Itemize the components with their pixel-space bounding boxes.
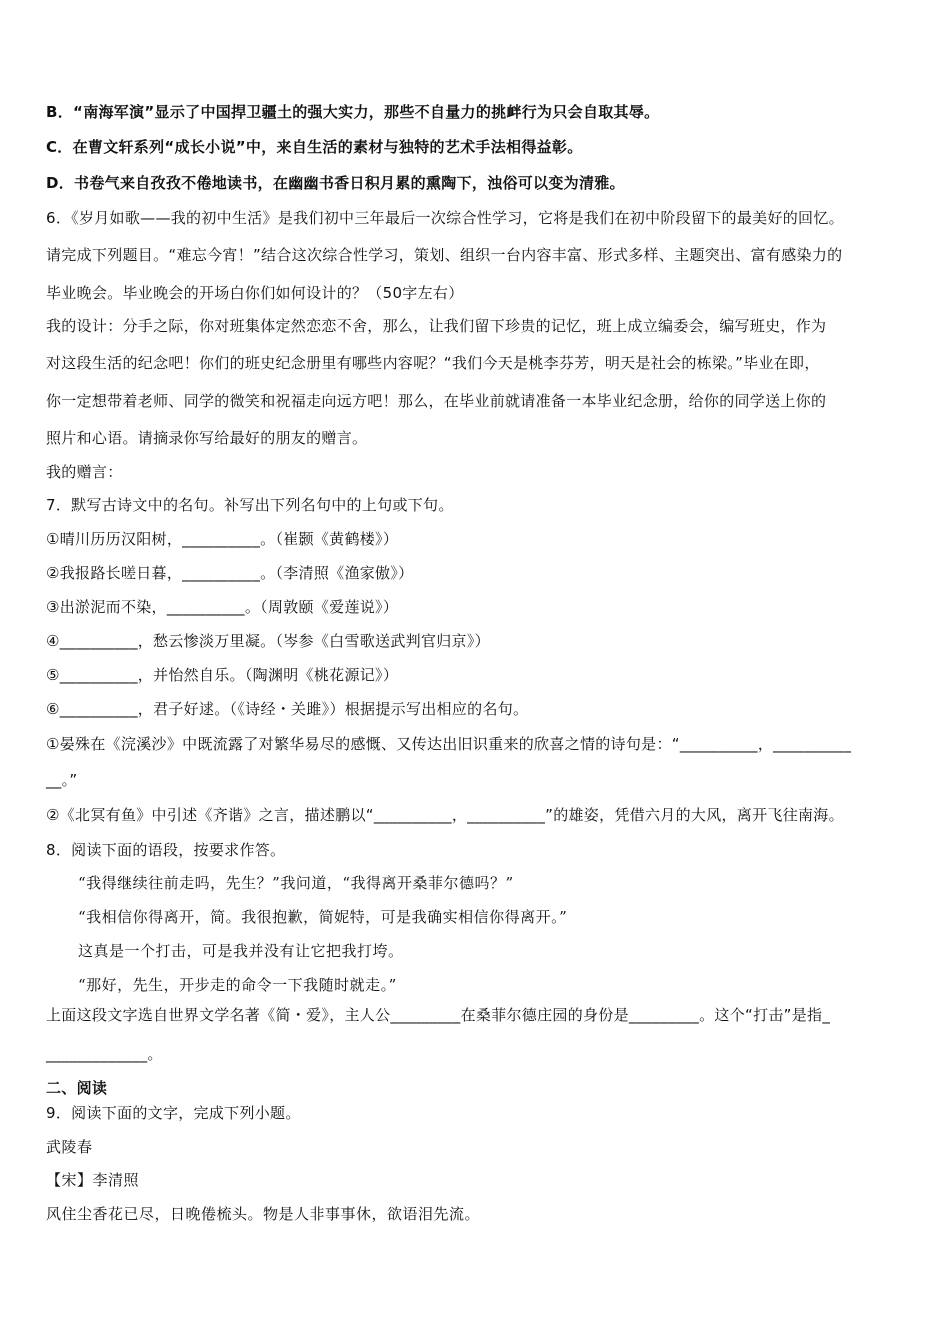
q7-item-6: ⑥__________，君子好逑。（《诗经・关雎》）根据提示写出相应的名句。 <box>46 700 529 718</box>
poem-author: 【宋】李清照 <box>46 1171 140 1189</box>
q7-item-4: ④__________，愁云惨淡万里凝。（岑参《白雪歌送武判官归京》） <box>46 632 490 650</box>
q6-line1: 6．《岁月如歌——我的初中生活》是我们初中三年最后一次综合性学习，它将是我们在初中阶段留下的最美好的回忆。 <box>46 209 844 227</box>
q7-item-7: ①晏殊在《浣溪沙》中既流露了对繁华易尽的感慨、又传达出旧识重来的欣喜之情的诗句是：“__________，__________ <box>46 735 852 753</box>
q7-item-5: ⑤__________，并怡然自乐。（陶渊明《桃花源记》） <box>46 666 399 684</box>
q6-line6: 你一定想带着老师、同学的微笑和祝福走向远方吧！那么，在毕业前就请准备一本毕业纪念册，给你的同学送上你的 <box>46 392 827 410</box>
option-d: D．书卷气来自孜孜不倦地读书，在幽幽书香日积月累的熏陶下，浊俗可以变为清雅。 <box>46 174 625 192</box>
q8-title: 8．阅读下面的语段，按要求作答。 <box>46 841 286 859</box>
q7-item-1: ①晴川历历汉阳树，__________。（崔颢《黄鹤楼》） <box>46 530 399 548</box>
q6-line2: 请完成下列题目。“难忘今宵！”结合这次综合性学习，策划、组织一台内容丰富、形式多样、主题突出、富有感染力的 <box>46 246 843 264</box>
q7-item-2: ②我报路长嗟日暮，__________。（李清照《渔家傲》） <box>46 564 414 582</box>
option-c: C．在曹文轩系列“成长小说”中，来自生活的素材与独特的艺术手法相得益彰。 <box>46 138 583 156</box>
q7-title: 7．默写古诗文中的名句。补写出下列名句中的上句或下句。 <box>46 496 454 514</box>
q8-question: 上面这段文字选自世界文学名著《简・爱》，主人公_________在桑菲尔德庄园的身份是_________。这个“打击”是指_ <box>46 1006 831 1024</box>
q8-paragraph-4: “那好，先生，开步走的命令一下我随时就走。” <box>78 976 397 994</box>
q6-line8: 我的赠言： <box>46 463 123 481</box>
q8-paragraph-3: 这真是一个打击，可是我并没有让它把我打垮。 <box>78 942 404 960</box>
q8-question-cont: _____________。 <box>46 1045 163 1063</box>
q6-line3: 毕业晚会。毕业晚会的开场白你们如何设计的？（50字左右） <box>46 284 464 302</box>
option-b: B．“南海军演”显示了中国捍卫疆土的强大实力，那些不自量力的挑衅行为只会自取其辱。 <box>46 103 660 121</box>
section-title-reading: 二、阅读 <box>46 1079 108 1097</box>
q6-line4: 我的设计：分手之际，你对班集体定然恋恋不舍，那么，让我们留下珍贵的记忆，班上成立编委会，编写班史，作为 <box>46 317 827 335</box>
q7-item-3: ③出淤泥而不染，__________。（周敦颐《爱莲说》） <box>46 598 399 616</box>
q6-line5: 对这段生活的纪念吧！你们的班史纪念册里有哪些内容呢？“我们今天是桃李芬芳，明天是社会的栋梁。”毕业在即， <box>46 354 820 372</box>
q8-paragraph-2: “我相信你得离开，简。我很抱歉，简妮特，可是我确实相信你得离开。” <box>78 908 568 926</box>
q6-line7: 照片和心语。请摘录你写给最好的朋友的赠言。 <box>46 429 368 447</box>
q7-item-8: ②《北冥有鱼》中引述《齐谐》之言，描述鹏以“__________，__________”的雄姿，凭借六月的大风，离开飞往南海。 <box>46 806 844 824</box>
q8-paragraph-1: “我得继续往前走吗，先生？”我问道，“我得离开桑菲尔德吗？” <box>78 874 514 892</box>
poem-line: 风住尘香花已尽，日晚倦梳头。物是人非事事休，欲语泪先流。 <box>46 1205 481 1223</box>
poem-title: 武陵春 <box>46 1138 93 1156</box>
q7-item-7-cont: __。” <box>46 771 78 789</box>
q9-title: 9．阅读下面的文字，完成下列小题。 <box>46 1104 301 1122</box>
